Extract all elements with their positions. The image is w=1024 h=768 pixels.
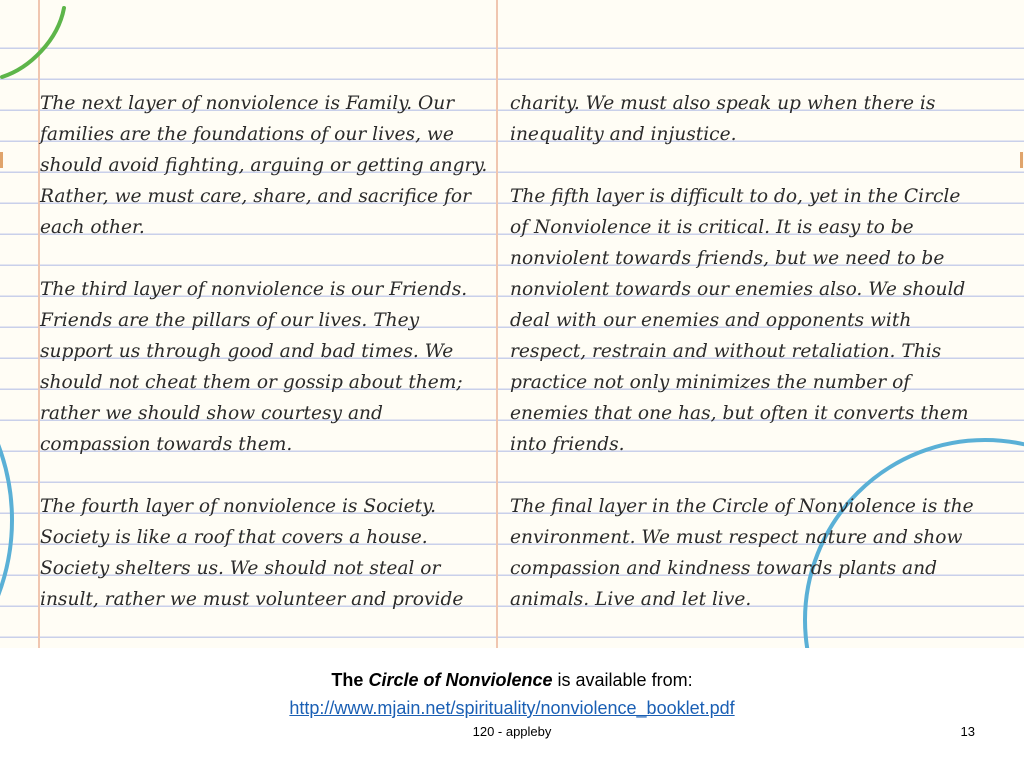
left-text-column	[40, 88, 490, 646]
blue-circle-decoration	[0, 308, 12, 648]
paragraph-environment: The final layer in the Circle of Nonviolence is the environment. We must respect nature and show compassion and kindness towards plants and animals. Live and let live.	[510, 496, 974, 610]
paragraph-friends: The third layer of nonviolence is our Friends. Friends are the pillars of our lives. They support us through good and bad times. We should not cheat them or gossip about them; rather we should show courtesy and compassion towards them.	[40, 279, 468, 455]
paragraph-charity: charity. We must also speak up when there is inequality and injustice.	[510, 93, 936, 145]
green-arc-decoration	[2, 8, 64, 77]
caption-prefix: The	[331, 670, 364, 690]
paragraph-family: The next layer of nonviolence is Family. Our families are the foundations of our lives, we should avoid fighting, arguing or getting angry. Rather, we must care, share, and sacrifice for each other.	[40, 93, 488, 238]
footer-label: 120 - appleby	[472, 724, 552, 739]
paragraph-enemies: The fifth layer is difficult to do, yet in the Circle of Nonviolence it is critical. It is easy to be nonviolent towards friends, but we need to be nonviolent towards our enemies also. We should deal with our enemies and opponents with respect, restrain and without retaliation. This practice not only minimizes the number of enemies that one has, but often it converts them into friends.	[510, 186, 969, 455]
right-text-column	[510, 88, 980, 646]
source-caption	[0, 666, 1024, 722]
paragraph-society: The fourth layer of nonviolence is Society. Society is like a roof that covers a house. Society shelters us. We should not steal or insult, rather we must volunteer and provide	[40, 496, 464, 610]
page-number: 13	[960, 724, 975, 739]
booklet-link[interactable]: http://www.mjain.net/spirituality/nonviolence_booklet.pdf	[289, 698, 735, 718]
caption-booklet-title: Circle of Nonviolence	[368, 670, 553, 690]
caption-suffix: is available from:	[557, 670, 693, 690]
